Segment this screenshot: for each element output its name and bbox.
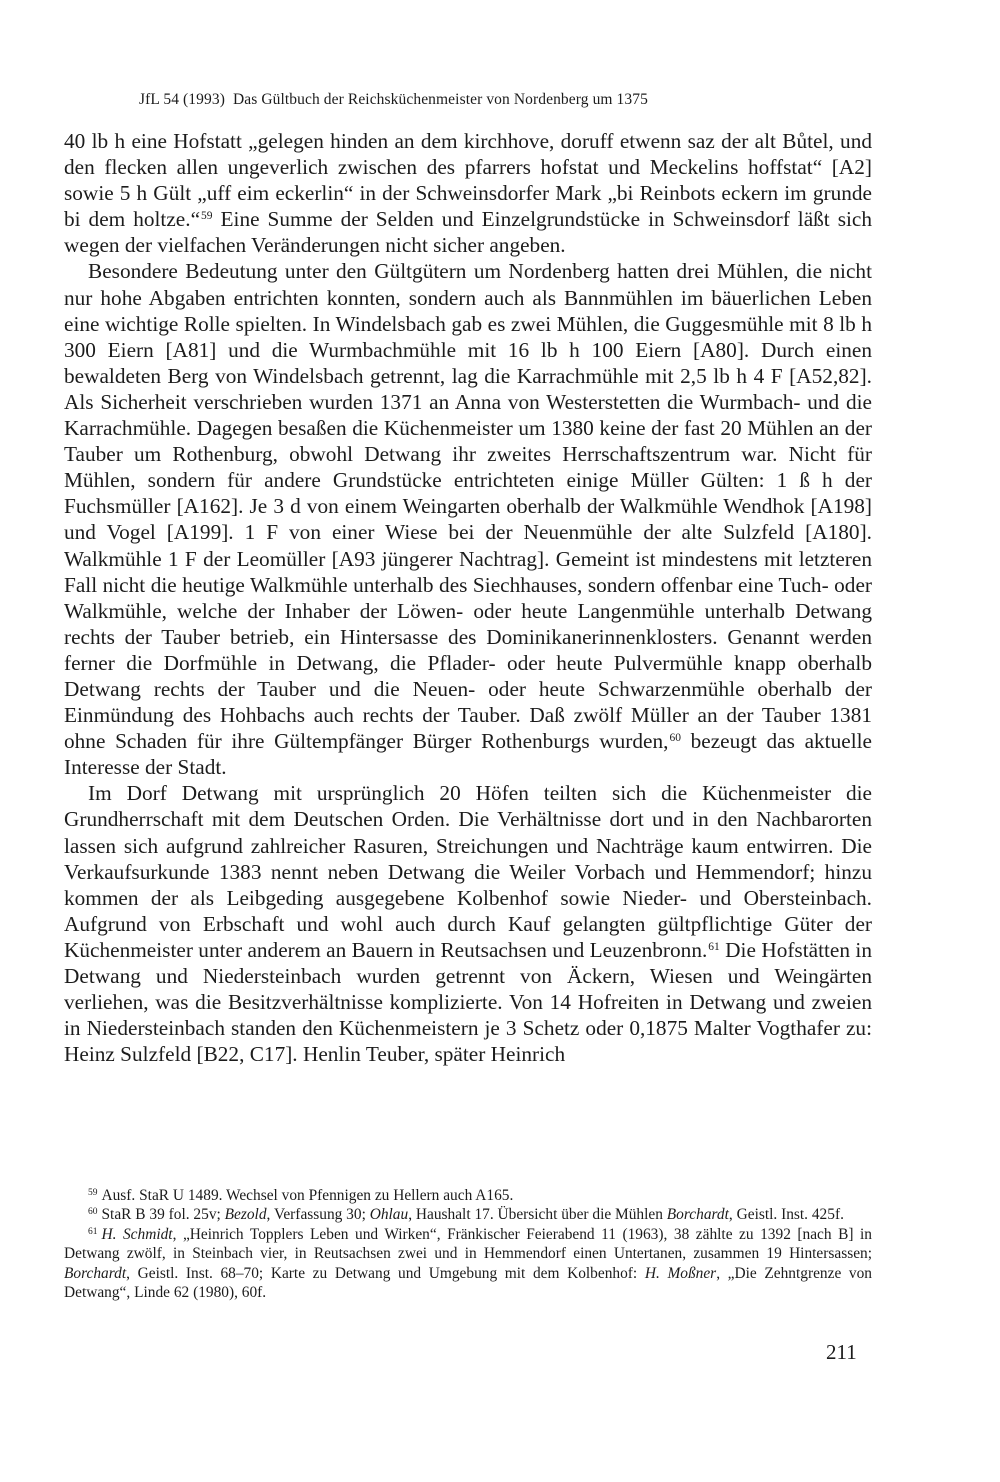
text-run: , Geistl. Inst. 425f. bbox=[728, 1206, 844, 1224]
paragraph-3 bbox=[64, 780, 872, 1067]
body-text bbox=[64, 128, 872, 1067]
text-run: , „Heinrich Topplers Leben und Wirken“, Fränkischer Feierabend 11 (1963), 38 zählte zu 1392 [nach B] in Detwang zwölf, in Steinbach vier, in Reutsachsen zwei und in Hemmendorf einen Untertanen, zusammen 19 Hintersassen; bbox=[64, 1225, 872, 1263]
author-name: Ohlau bbox=[369, 1206, 409, 1224]
text-run: 40 lb h eine Hofstatt „gelegen hinden an dem kirchhove, doruff etwenn saz der alt Bůtel, und den flecken allen ungeverlich zwischen des pfarrers hofstat und Meckelins hoffstat“ [A2] sowie 5 h Gült „uff eim eckerlin“ in der Schweinsdorfer Mark „bi Reinbots eckern im grunde bi dem holtze.“ bbox=[64, 129, 872, 232]
footnote-number: 59 bbox=[88, 1188, 98, 1198]
text-run: , Haushalt 17. Übersicht über die Mühlen bbox=[408, 1206, 667, 1224]
text-run: , „Die Zehntgrenze von Detwang“, Linde 62 (1980), 60f. bbox=[64, 1264, 873, 1302]
journal-citation: JfL 54 (1993) bbox=[139, 91, 225, 108]
text-run: Eine Summe der Selden und Einzelgrundstücke in Schweinsdorf läßt sich wegen der vielfachen Veränderungen nicht sicher angeben. bbox=[64, 207, 873, 258]
text-run: bezeugt das aktuelle Interesse der Stadt. bbox=[64, 729, 872, 780]
paragraph-1 bbox=[64, 128, 872, 258]
footnote-reference: 61 bbox=[708, 940, 720, 953]
text-run: Im Dorf Detwang mit ursprünglich 20 Höfen teilten sich die Küchenmeister die Grundherrschaft mit dem Deutschen Orden. Die Verhältnisse dort und in den Nachbarorten lassen sich aufgrund zahlreicher Rasuren, Streichungen und Nachträge kaum entwirren. Die Verkaufsurkunde 1383 nennt neben Detwang die Weiler Vorbach und Hemmendorf; hinzu kommen der als Leibgeding ausgegebene Kolbenhof sowie Nieder- und Obersteinbach. Aufgrund von Erbschaft und wohl auch durch Kauf gelangten gültpflichtige Güter der Küchenmeister unter anderem an Bauern in Reutsachsen und Leuzenbronn. bbox=[64, 781, 872, 962]
paragraph-2 bbox=[64, 258, 872, 780]
author-name: H. Schmidt bbox=[101, 1225, 173, 1243]
author-name: Bezold bbox=[224, 1206, 267, 1224]
author-name: Borchardt bbox=[64, 1264, 127, 1282]
page-number: 211 bbox=[826, 1340, 857, 1364]
text-run: Besondere Bedeutung unter den Gültgütern um Nordenberg hatten drei Mühlen, die nicht nur hohe Abgaben entrichten konnten, sondern auch als Bannmühlen im bäuerlichen Leben eine wichtige Rolle spielten. In Windelsbach gab es zwei Mühlen, die Guggesmühle mit 8 lb h 300 Eiern [A81] und die Wurmbachmühle mit 16 lb h 100 Eiern [A80]. Durch einen bewaldeten Berg von Windelsbach getrennt, lag die Karrachmühle mit 2,5 lb h 4 F [A52,82]. Als Sicherheit verschrieben wurden 1371 an Anna von Westerstetten die Wurmbach- und die Karrachmühle. Dagegen besaßen die Küchenmeister um 1380 keine der fast 20 Mühlen an der Tauber um Rothenburg, obwohl Detwang ihr zweites Herrschaftszentrum war. Nicht für Mühlen, sondern für andere Grundstücke entrichteten einige Müller Gülten: 1 ß h der Fuchsmüller [A162]. Je 3 d von einem Weingarten oberhalb der Walkmühle Wendhok [A198] und Vogel [A199]. 1 F von einer Wiese bei der Neuenmühle der alte Sulzfeld [A180]. Walkmühle 1 F der Leomüller [A93 jüngerer Nachtrag]. Gemeint ist mindestens mit letzteren Fall nicht die heutige Walkmühle unterhalb des Siechhauses, sondern offenbar eine Tuch- oder Walkmühle, welche der Inhaber der Löwen- oder heute Langenmühle unterhalb Detwang rechts der Tauber betrieb, ein Hintersasse des Dominikanerinnenklosters. Genannt werden ferner die Dorfmühle in Detwang, die Pflader- oder heute Pulvermühle knapp oberhalb Detwang rechts der Tauber und die Neuen- oder heute Schwarzenmühle oberhalb der Einmündung des Hohbachs auch rechts der Tauber. Daß zwölf Müller an der Tauber 1381 ohne Schaden für ihre Gültempfänger Bürger Rothenburgs wurden, bbox=[64, 259, 872, 754]
article-title: Das Gültbuch der Reichsküchenmeister von Nordenberg um 1375 bbox=[232, 91, 648, 108]
author-name: H. Moßner bbox=[644, 1264, 717, 1282]
text-run: , Geistl. Inst. 68–70; Karte zu Detwang und Umgebung mit dem Kolbenhof: bbox=[126, 1264, 645, 1282]
running-header bbox=[139, 90, 839, 110]
footnotes bbox=[64, 1186, 872, 1302]
text-run: Die Hofstätten in Detwang und Niedersteinbach wurden getrennt von Äckern, Wiesen und Weingärten verliehen, was die Besitzverhältnisse komplizierte. Von 14 Hofreiten in Detwang und zweien in Niedersteinbach standen den Küchenmeistern je 3 Schetz oder 0,1875 Malter Vogthafer zu: Heinz Sulzfeld [B22, C17]. Henlin Teuber, später Heinrich bbox=[64, 937, 872, 1067]
text-run: Ausf. StaR U 1489. Wechsel von Pfennigen zu Hellern auch A165. bbox=[101, 1187, 514, 1204]
footnote-number: 60 bbox=[88, 1207, 98, 1218]
author-name: Borchardt bbox=[666, 1206, 729, 1224]
footnote-59 bbox=[64, 1186, 872, 1205]
footnote-reference: 60 bbox=[669, 732, 681, 745]
text-run: , Verfassung 30; bbox=[266, 1206, 370, 1224]
text-run: StaR B 39 fol. 25v; bbox=[101, 1206, 225, 1224]
footnote-number: 61 bbox=[88, 1226, 98, 1237]
footnote-61 bbox=[64, 1225, 872, 1303]
footnote-60 bbox=[64, 1205, 872, 1224]
footnote-reference: 59 bbox=[201, 210, 213, 223]
